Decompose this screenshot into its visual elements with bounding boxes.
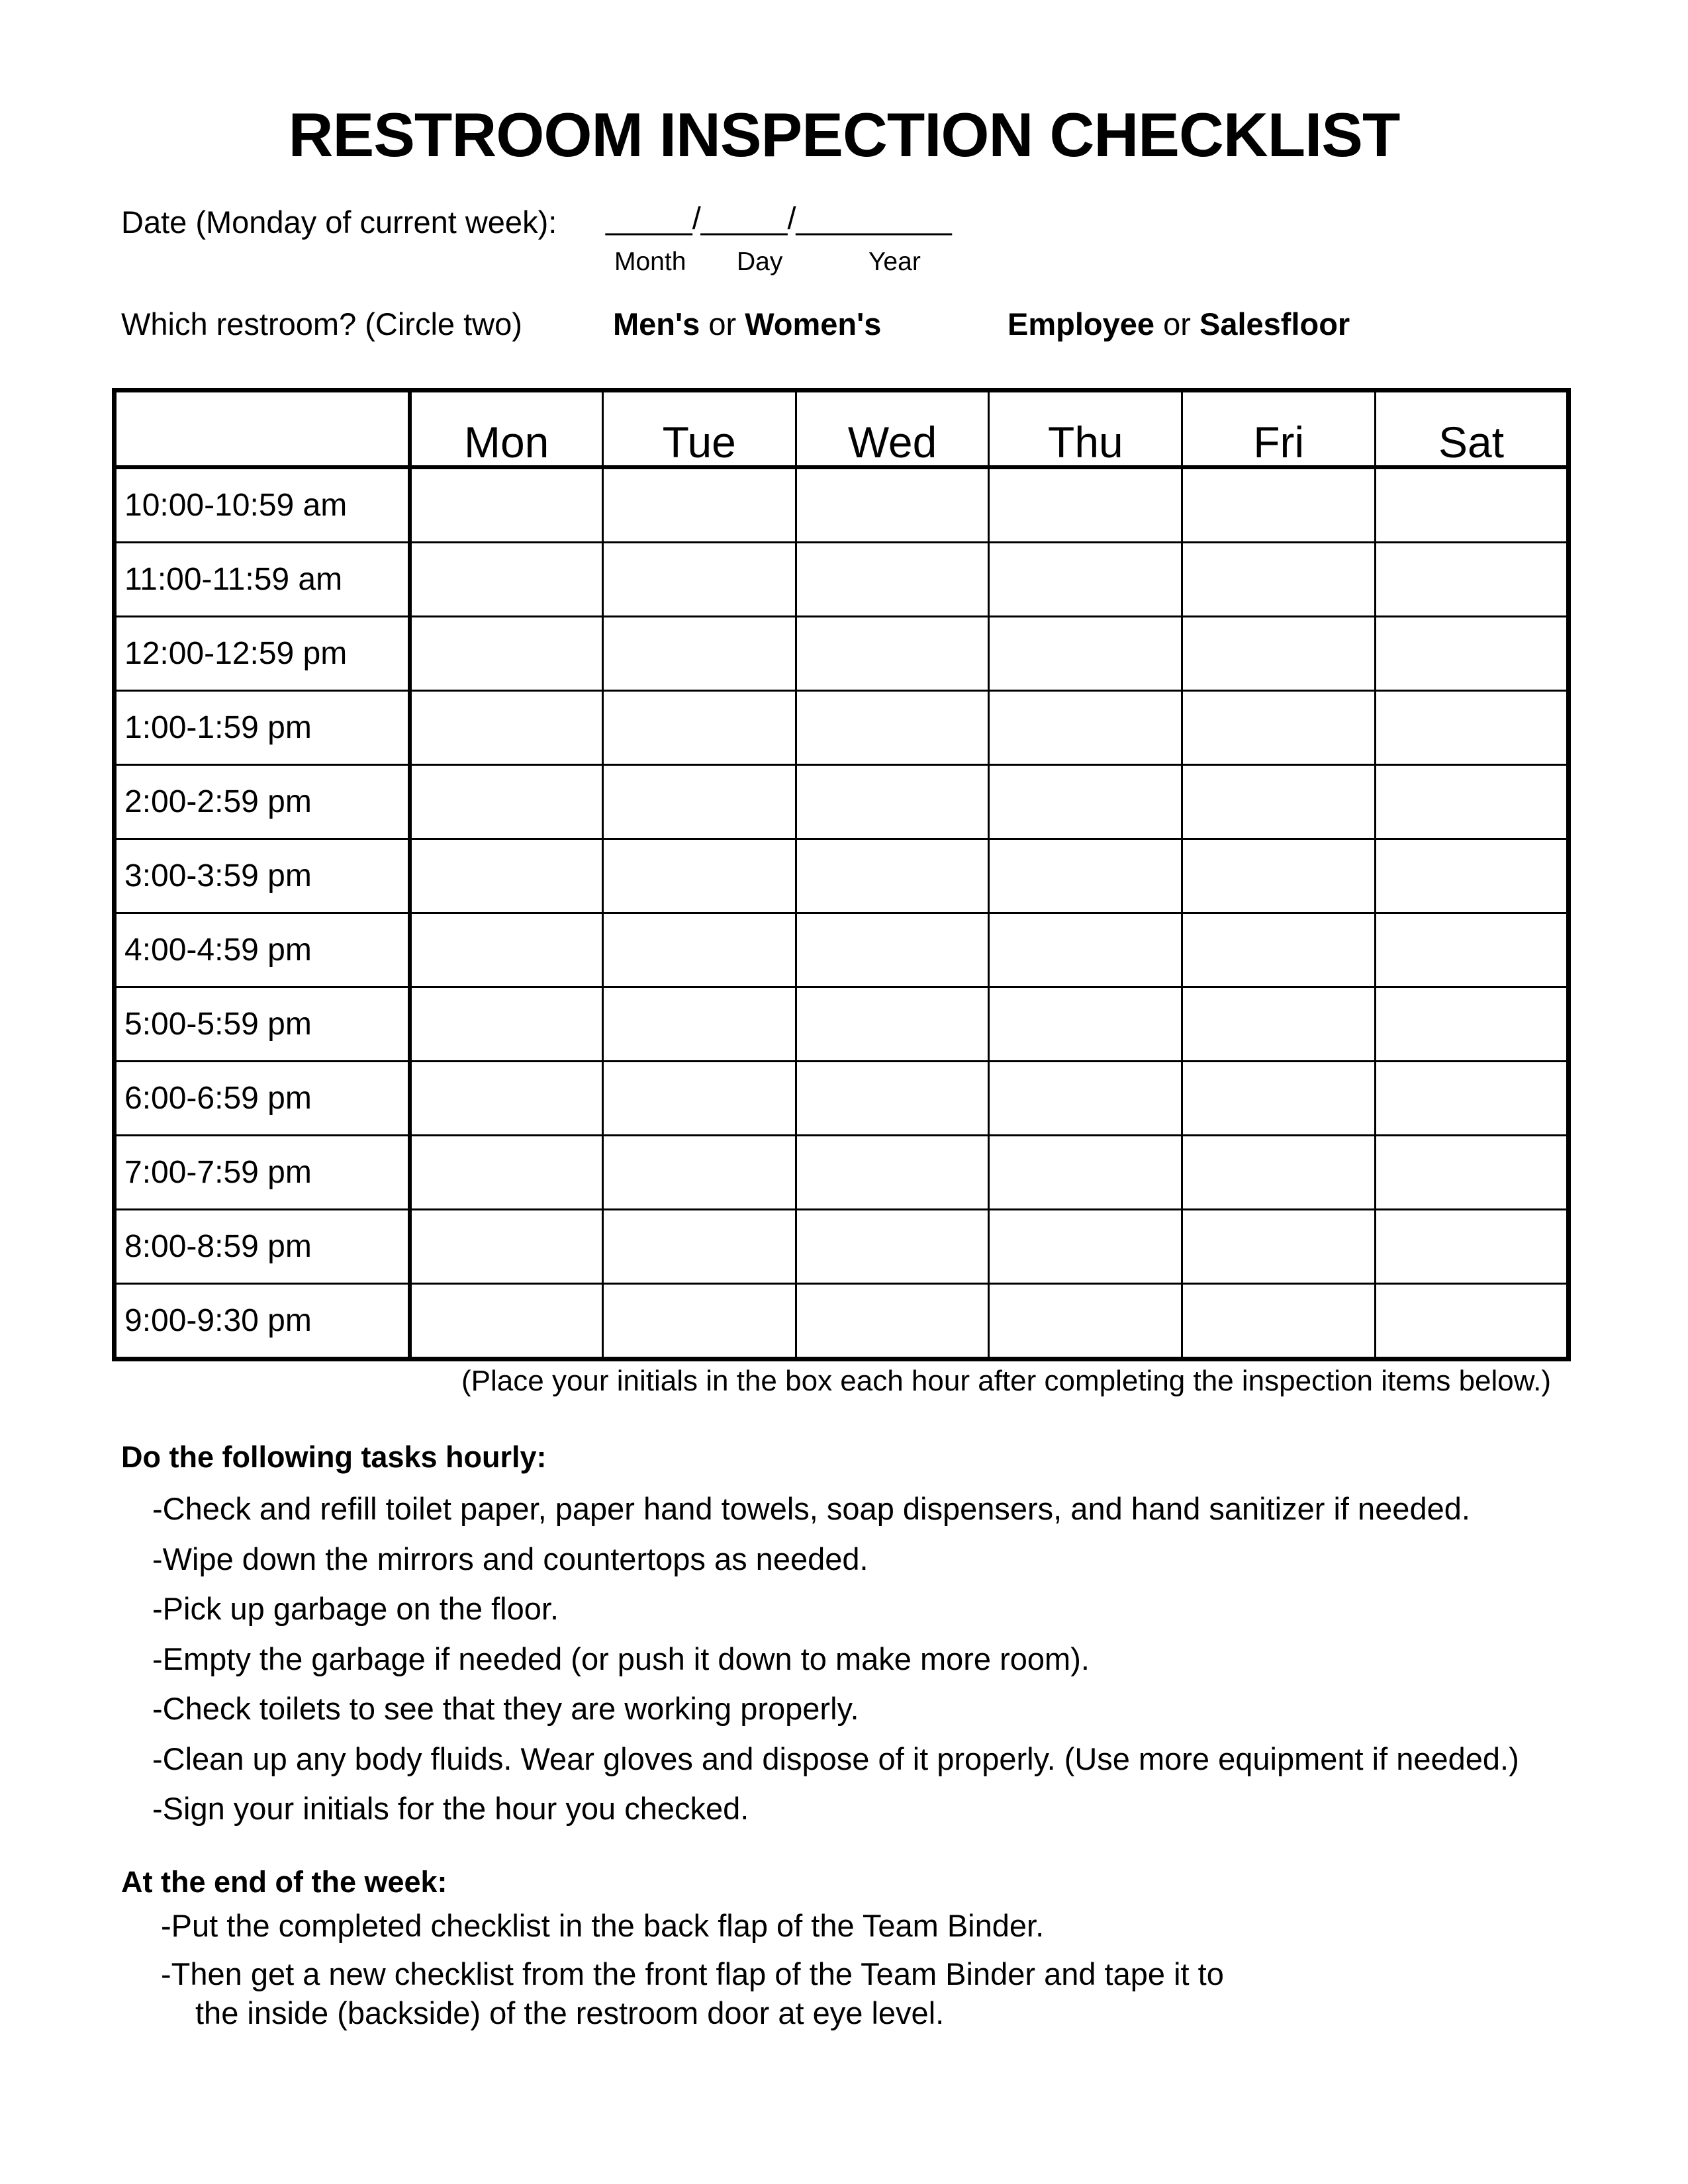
- initials-cell-sat[interactable]: [1376, 987, 1569, 1062]
- initials-cell-wed[interactable]: [796, 987, 989, 1062]
- initials-cell-sat[interactable]: [1376, 1062, 1569, 1136]
- table-row: [115, 913, 1569, 987]
- initials-cell-fri[interactable]: [1182, 987, 1376, 1062]
- day-header-tue: Tue: [602, 390, 796, 468]
- corner-cell: [115, 390, 410, 468]
- initials-cell-sat[interactable]: [1376, 1136, 1569, 1210]
- day-header-mon: Mon: [410, 390, 603, 468]
- initials-cell-fri[interactable]: [1182, 467, 1376, 543]
- table-row: [115, 691, 1569, 765]
- initials-cell-sat[interactable]: [1376, 765, 1569, 839]
- table-row: [115, 543, 1569, 617]
- initials-cell-mon[interactable]: [410, 1136, 603, 1210]
- time-slot-label: 9:00-9:30 pm: [115, 1284, 410, 1359]
- initials-cell-thu[interactable]: [989, 543, 1182, 617]
- initials-cell-wed[interactable]: [796, 765, 989, 839]
- table-row: [115, 1062, 1569, 1136]
- initials-cell-tue[interactable]: [602, 1062, 796, 1136]
- time-slot-label: 10:00-10:59 am: [115, 467, 410, 543]
- initials-cell-mon[interactable]: [410, 1062, 603, 1136]
- month-caption: Month: [614, 248, 686, 276]
- time-slot-label: 3:00-3:59 pm: [115, 839, 410, 913]
- gender-options: [613, 306, 881, 342]
- initials-cell-fri[interactable]: [1182, 913, 1376, 987]
- initials-cell-wed[interactable]: [796, 617, 989, 691]
- initials-cell-sat[interactable]: [1376, 839, 1569, 913]
- initials-cell-tue[interactable]: [602, 913, 796, 987]
- table-row: [115, 1284, 1569, 1359]
- time-slot-label: 2:00-2:59 pm: [115, 765, 410, 839]
- time-slot-label: 1:00-1:59 pm: [115, 691, 410, 765]
- initials-cell-mon[interactable]: [410, 1210, 603, 1284]
- initials-cell-fri[interactable]: [1182, 617, 1376, 691]
- initials-cell-fri[interactable]: [1182, 543, 1376, 617]
- table-row: [115, 1136, 1569, 1210]
- time-slot-label: 12:00-12:59 pm: [115, 617, 410, 691]
- table-row: [115, 617, 1569, 691]
- weekly-item: -Then get a new checklist from the front flap of the Team Binder and tape it to: [161, 1956, 1224, 1991]
- hourly-task-item: -Check and refill toilet paper, paper hand towels, soap dispensers, and hand sanitizer if needed.: [152, 1491, 1470, 1526]
- time-slot-label: 8:00-8:59 pm: [115, 1210, 410, 1284]
- initials-cell-tue[interactable]: [602, 543, 796, 617]
- initials-cell-thu[interactable]: [989, 1210, 1182, 1284]
- initials-cell-sat[interactable]: [1376, 1284, 1569, 1359]
- hourly-heading: Do the following tasks hourly:: [121, 1440, 547, 1474]
- year-caption: Year: [868, 248, 921, 276]
- initials-cell-wed[interactable]: [796, 1136, 989, 1210]
- initials-cell-tue[interactable]: [602, 691, 796, 765]
- initials-cell-tue[interactable]: [602, 1136, 796, 1210]
- initials-cell-fri[interactable]: [1182, 765, 1376, 839]
- initials-cell-sat[interactable]: [1376, 1210, 1569, 1284]
- initials-cell-wed[interactable]: [796, 467, 989, 543]
- time-slot-label: 4:00-4:59 pm: [115, 913, 410, 987]
- initials-cell-mon[interactable]: [410, 765, 603, 839]
- time-slot-label: 11:00-11:59 am: [115, 543, 410, 617]
- table-row: [115, 765, 1569, 839]
- hourly-task-item: -Clean up any body fluids. Wear gloves and dispose of it properly. (Use more equipment if needed.): [152, 1741, 1519, 1776]
- initials-cell-sat[interactable]: [1376, 543, 1569, 617]
- location-options: [1008, 306, 1350, 342]
- initials-cell-mon[interactable]: [410, 1284, 603, 1359]
- initials-cell-mon[interactable]: [410, 987, 603, 1062]
- initials-cell-tue[interactable]: [602, 987, 796, 1062]
- initials-cell-mon[interactable]: [410, 913, 603, 987]
- date-label: Date (Monday of current week):: [121, 205, 557, 240]
- initials-cell-sat[interactable]: [1376, 617, 1569, 691]
- weekly-item: -Put the completed checklist in the back flap of the Team Binder.: [161, 1908, 1045, 1943]
- initials-cell-wed[interactable]: [796, 691, 989, 765]
- salesfloor-option[interactable]: Salesfloor: [1199, 306, 1350, 341]
- hourly-task-item: -Pick up garbage on the floor.: [152, 1591, 559, 1626]
- initials-cell-wed[interactable]: [796, 543, 989, 617]
- initials-cell-fri[interactable]: [1182, 839, 1376, 913]
- weekly-heading: At the end of the week:: [121, 1865, 447, 1899]
- initials-cell-tue[interactable]: [602, 765, 796, 839]
- initials-cell-tue[interactable]: [602, 839, 796, 913]
- date-field[interactable]: _____/_____/_________: [606, 201, 952, 236]
- employee-option[interactable]: Employee: [1008, 306, 1155, 341]
- table-row: [115, 1210, 1569, 1284]
- or-text: or: [1163, 306, 1191, 341]
- time-slot-label: 6:00-6:59 pm: [115, 1062, 410, 1136]
- hourly-task-item: -Sign your initials for the hour you checked.: [152, 1791, 749, 1826]
- initials-cell-fri[interactable]: [1182, 1136, 1376, 1210]
- initials-cell-thu[interactable]: [989, 691, 1182, 765]
- initials-cell-tue[interactable]: [602, 1284, 796, 1359]
- initials-cell-mon[interactable]: [410, 467, 603, 543]
- initials-cell-tue[interactable]: [602, 467, 796, 543]
- initials-cell-thu[interactable]: [989, 1062, 1182, 1136]
- initials-cell-wed[interactable]: [796, 1210, 989, 1284]
- hourly-task-item: -Check toilets to see that they are working properly.: [152, 1691, 859, 1726]
- initials-note: (Place your initials in the box each hour after completing the inspection items below.): [461, 1365, 1551, 1397]
- initials-cell-sat[interactable]: [1376, 913, 1569, 987]
- initials-cell-wed[interactable]: [796, 839, 989, 913]
- page-title: RESTROOM INSPECTION CHECKLIST: [288, 100, 1400, 169]
- initials-cell-sat[interactable]: [1376, 467, 1569, 543]
- initials-cell-fri[interactable]: [1182, 1062, 1376, 1136]
- weekly-item-continuation: the inside (backside) of the restroom door at eye level.: [195, 1995, 945, 2030]
- hourly-task-item: -Wipe down the mirrors and countertops as needed.: [152, 1541, 868, 1576]
- initials-cell-mon[interactable]: [410, 839, 603, 913]
- day-header-fri: Fri: [1182, 390, 1376, 468]
- table-row: [115, 987, 1569, 1062]
- initials-cell-thu[interactable]: [989, 467, 1182, 543]
- initials-cell-wed[interactable]: [796, 1284, 989, 1359]
- or-text: or: [708, 306, 737, 341]
- initials-cell-fri[interactable]: [1182, 1210, 1376, 1284]
- initials-cell-wed[interactable]: [796, 913, 989, 987]
- initials-cell-fri[interactable]: [1182, 1284, 1376, 1359]
- restroom-label: Which restroom? (Circle two): [121, 306, 522, 341]
- mens-option[interactable]: Men's: [613, 306, 700, 341]
- initials-cell-tue[interactable]: [602, 1210, 796, 1284]
- time-slot-label: 7:00-7:59 pm: [115, 1136, 410, 1210]
- initials-cell-thu[interactable]: [989, 1284, 1182, 1359]
- womens-option[interactable]: Women's: [745, 306, 882, 341]
- initials-cell-sat[interactable]: [1376, 691, 1569, 765]
- day-header-wed: Wed: [796, 390, 989, 468]
- initials-cell-thu[interactable]: [989, 839, 1182, 913]
- initials-cell-tue[interactable]: [602, 617, 796, 691]
- time-slot-label: 5:00-5:59 pm: [115, 987, 410, 1062]
- initials-cell-mon[interactable]: [410, 691, 603, 765]
- day-header-thu: Thu: [989, 390, 1182, 468]
- inspection-grid: [112, 388, 1571, 1361]
- initials-cell-thu[interactable]: [989, 987, 1182, 1062]
- initials-cell-thu[interactable]: [989, 1136, 1182, 1210]
- table-row: [115, 467, 1569, 543]
- day-header-sat: Sat: [1376, 390, 1569, 468]
- initials-cell-mon[interactable]: [410, 617, 603, 691]
- table-row: [115, 839, 1569, 913]
- initials-cell-thu[interactable]: [989, 617, 1182, 691]
- initials-cell-thu[interactable]: [989, 913, 1182, 987]
- initials-cell-mon[interactable]: [410, 543, 603, 617]
- initials-cell-thu[interactable]: [989, 765, 1182, 839]
- initials-cell-fri[interactable]: [1182, 691, 1376, 765]
- hourly-task-item: -Empty the garbage if needed (or push it down to make more room).: [152, 1641, 1090, 1676]
- day-caption: Day: [737, 248, 783, 276]
- initials-cell-wed[interactable]: [796, 1062, 989, 1136]
